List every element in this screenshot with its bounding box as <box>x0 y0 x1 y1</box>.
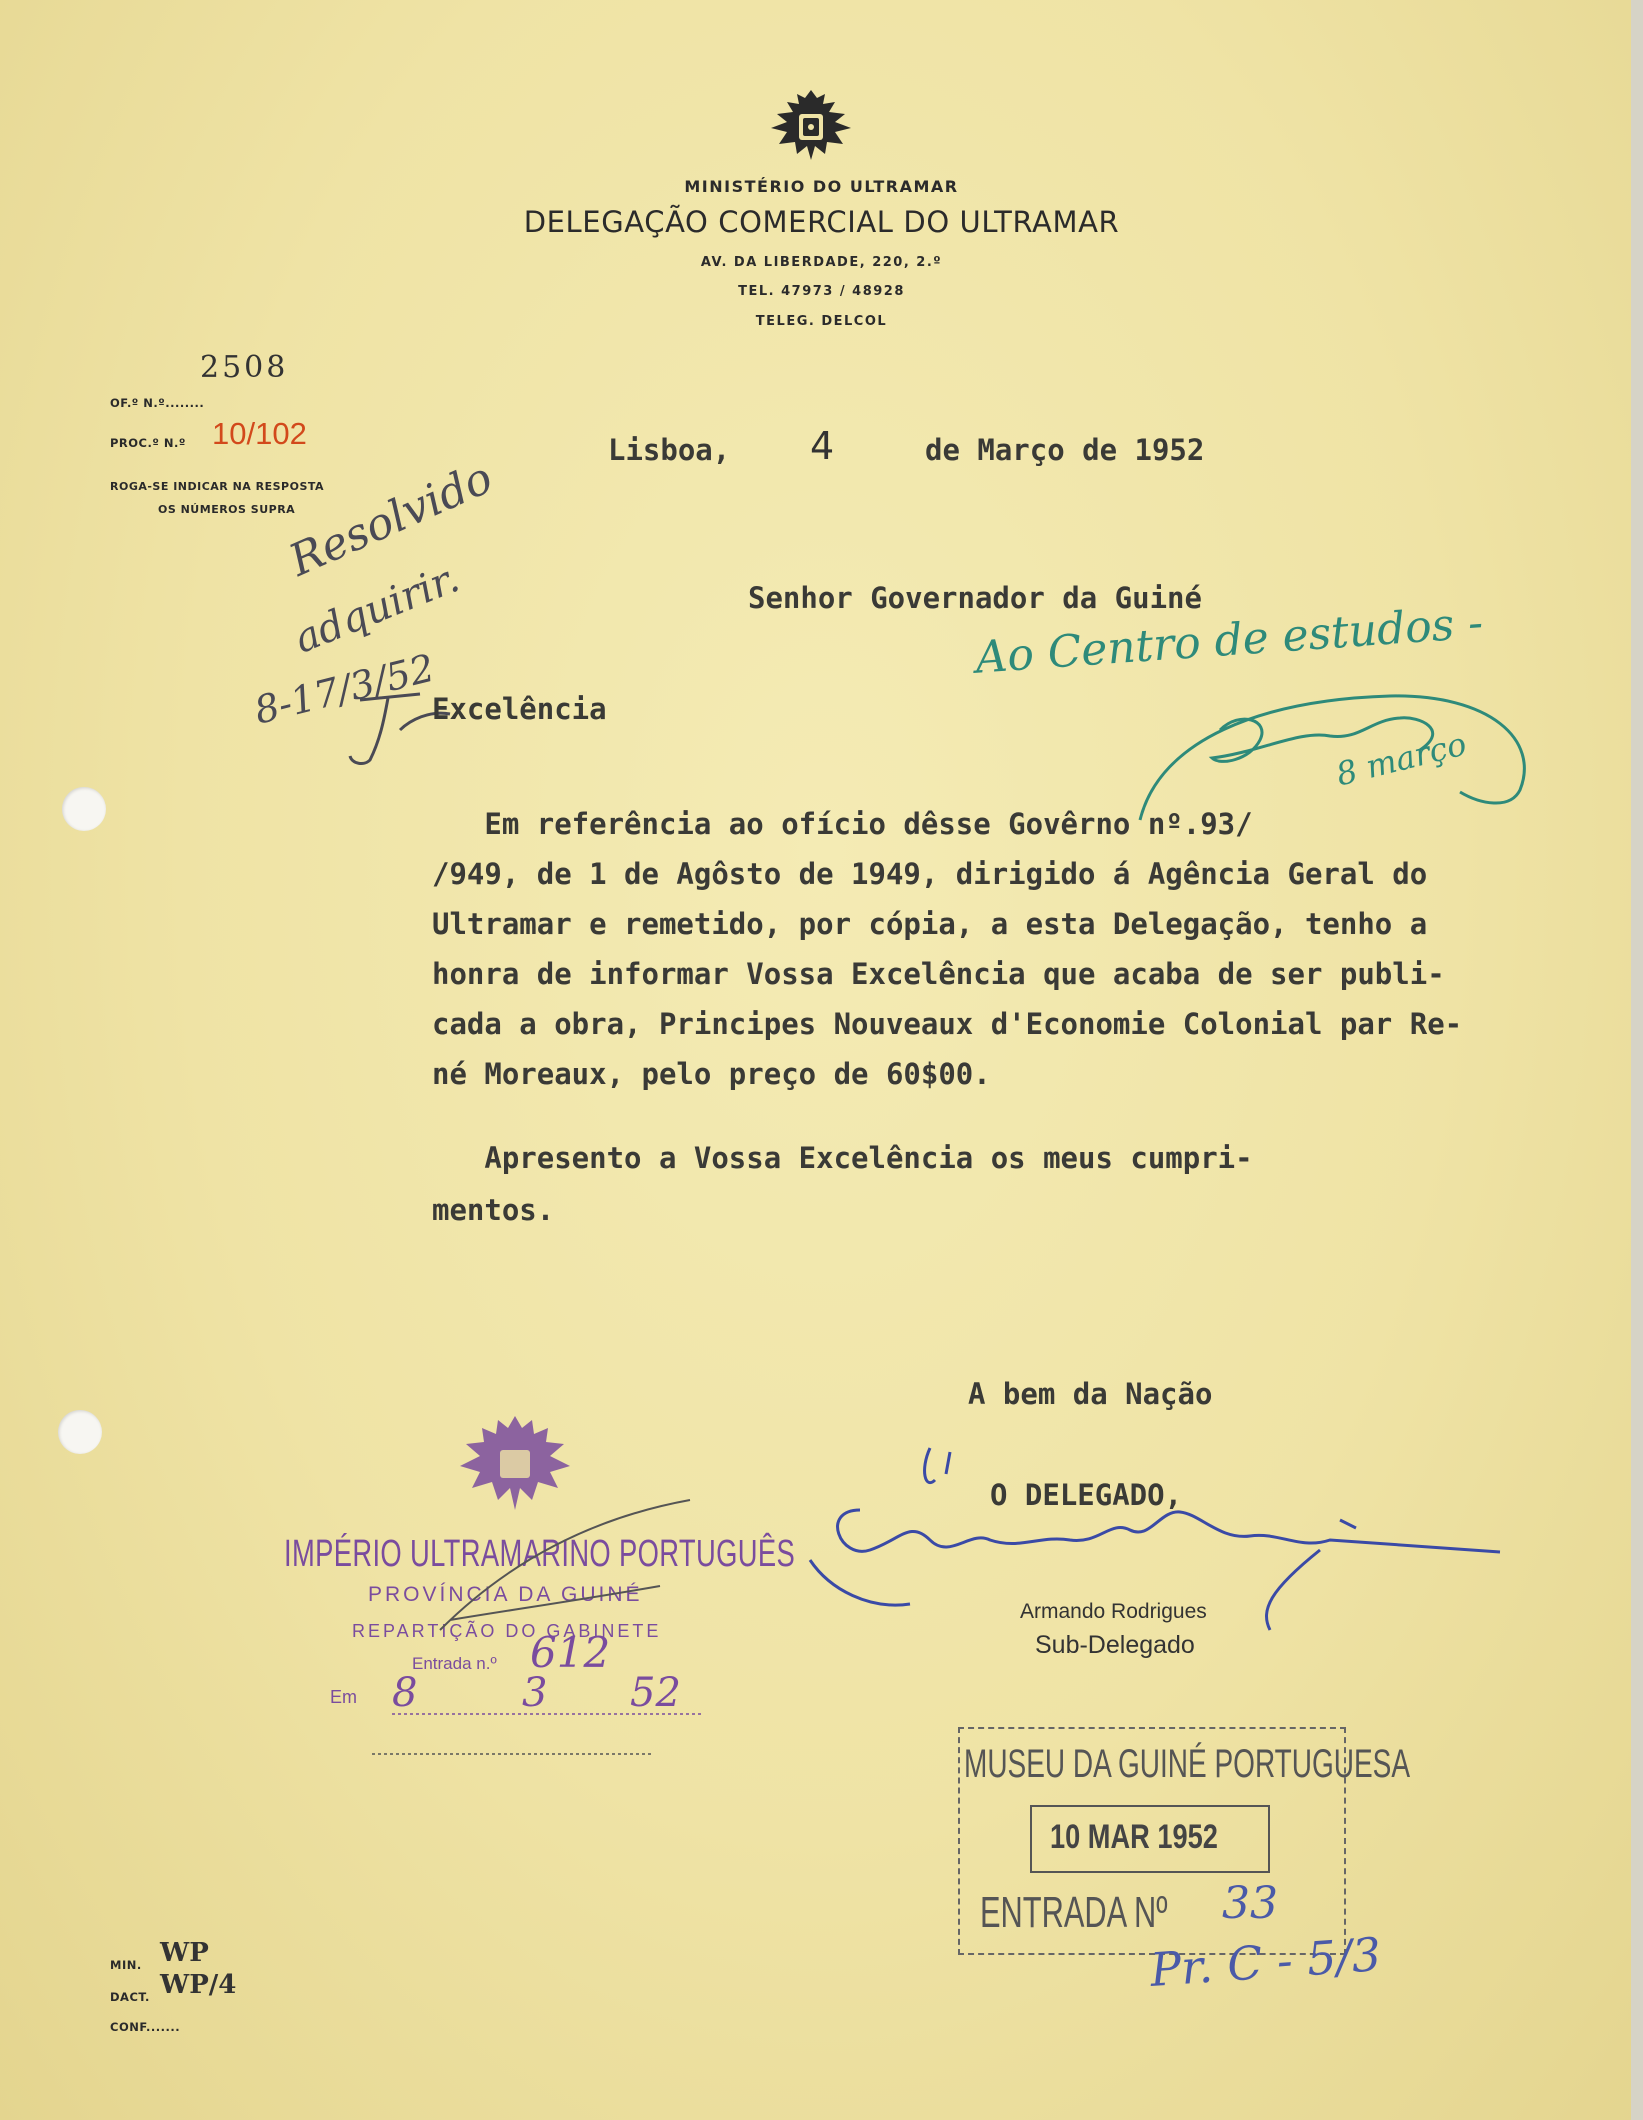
handwritten-resolution-line2: adquirir. <box>288 555 466 663</box>
process-number-label: PROC.º N.º <box>110 436 186 450</box>
letter-place: Lisboa, <box>608 433 731 467</box>
ministry-name: MINISTÉRIO DO ULTRAMAR <box>684 177 959 196</box>
delegation-title: DELEGAÇÃO COMERCIAL DO ULTRAMAR <box>523 205 1120 239</box>
letter-day: 4 <box>810 424 835 468</box>
punch-hole-upper <box>62 787 106 831</box>
stamp-date-day: 8 <box>392 1670 418 1716</box>
valediction: A bem da Nação <box>968 1377 1213 1411</box>
min-value: WP <box>160 1938 209 1968</box>
stamp-date-label: Em <box>330 1687 357 1707</box>
stamp-entry-label: Entrada n.º <box>412 1654 497 1673</box>
body-line-2: /949, de 1 de Agôsto de 1949, dirigido á Agência Geral do <box>432 857 1428 891</box>
closing-line-1: Apresento a Vossa Excelência os meus cumpri- <box>432 1141 1253 1175</box>
stamp-entry-number: 612 <box>530 1628 611 1677</box>
handwritten-process-ref: Pr. C - 5/3 <box>1148 1927 1383 1997</box>
conf-label: CONF....... <box>110 2020 181 2034</box>
telegraph-line: TELEG. DELCOL <box>755 314 888 329</box>
stamp-empire-line: IMPÉRIO ULTRAMARINO PORTUGUÊS <box>284 1533 796 1575</box>
body-line-3: Ultramar e remetido, por cópia, a esta Delegação, tenho a <box>432 907 1428 941</box>
handwritten-resolution-line1: Resolvido <box>282 452 500 587</box>
handwritten-green-date: 8 março <box>1332 724 1471 794</box>
museum-entry-label: ENTRADA Nº <box>980 1888 1168 1937</box>
closing-line-2: mentos. <box>432 1193 555 1227</box>
pencil-cross-out-mark <box>420 1490 700 1640</box>
reference-number: 2508 <box>200 350 289 385</box>
reply-instruction-1: ROGA-SE INDICAR NA RESPOSTA <box>110 480 325 493</box>
addressee: Senhor Governador da Guiné <box>748 581 1202 615</box>
signer-title: O DELEGADO, <box>990 1478 1183 1512</box>
telephone-line: TEL. 47973 / 48928 <box>738 284 905 299</box>
handwritten-green-note: Ao Centro de estudos - <box>973 597 1485 684</box>
process-number-value: 10/102 <box>212 416 307 451</box>
coat-of-arms-emblem <box>765 86 857 164</box>
museum-stamp-title: MUSEU DA GUINÉ PORTUGUESA <box>964 1742 1411 1786</box>
dact-label: DACT. <box>110 1990 150 2004</box>
salutation: Excelência <box>432 692 607 726</box>
dact-value: WP/4 <box>160 1970 237 2000</box>
signer-role: Sub-Delegado <box>1035 1631 1195 1659</box>
body-line-6: né Moreaux, pelo preço de 60$00. <box>432 1057 991 1091</box>
museum-stamp-date: 10 MAR 1952 <box>1050 1818 1218 1856</box>
min-label: MIN. <box>110 1958 142 1972</box>
museum-entry-number: 33 <box>1222 1878 1278 1929</box>
body-line-4: honra de informar Vossa Excelência que acaba de ser publi- <box>432 957 1445 991</box>
handwritten-resolution-date: 8-17/3/52 <box>250 645 439 733</box>
punch-hole-lower <box>58 1410 102 1454</box>
letter-date: de Março de 1952 <box>925 433 1205 467</box>
body-line-1: Em referência ao ofício dêsse Govêrno nº.93/ <box>432 807 1253 841</box>
signer-name: Armando Rodrigues <box>1020 1600 1207 1623</box>
stamp-dotted-lines <box>372 1690 712 1760</box>
stamp-date-month: 3 <box>522 1670 548 1716</box>
office-number-label: OF.º N.º........ <box>110 396 205 410</box>
body-line-5: cada a obra, Principes Nouveaux d'Economie Colonial par Re- <box>432 1007 1463 1041</box>
stamp-date-year: 52 <box>630 1670 681 1716</box>
address-line: AV. DA LIBERDADE, 220, 2.º <box>700 255 943 270</box>
reply-instruction-2: OS NÚMEROS SUPRA <box>158 503 296 516</box>
stamp-department-line: REPARTIÇÃO DO GABINETE <box>352 1621 662 1641</box>
stamp-province-line: PROVÍNCIA DA GUINÉ <box>368 1583 643 1606</box>
